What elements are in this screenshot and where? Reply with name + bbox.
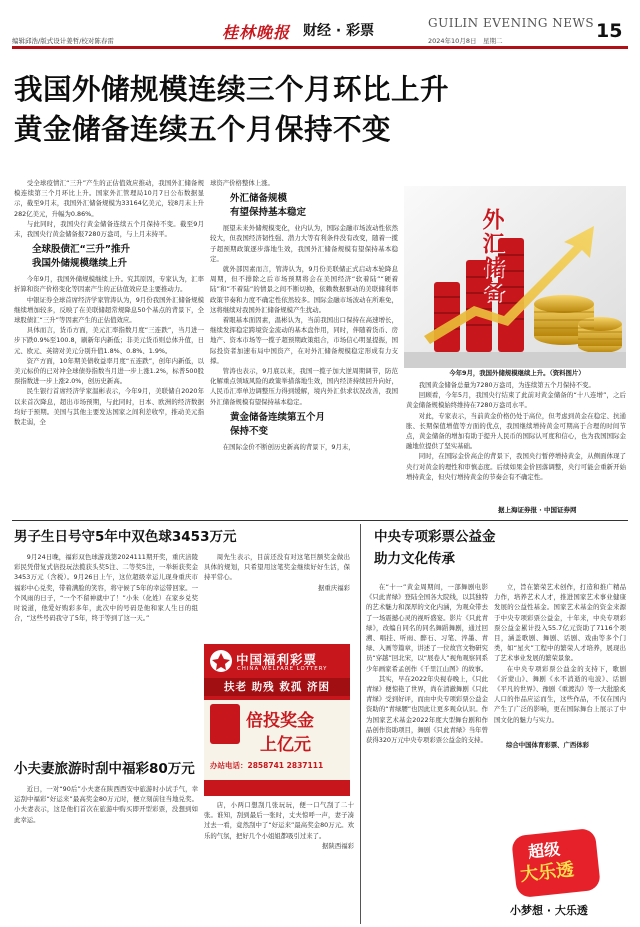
article1-col2-body4: 管涛也表示，9月底以来，我国一揽子加大逆周期调节，防范化解重点领域风险的政策举措落地生效，国内经济持续回升向好，人民币汇率单边调整压力得到缓解，境内外汇供求状况改善，我国外汇储备规模有望保持基本稳定。 (210, 367, 398, 406)
super-lotto-line2: 大乐透 (519, 859, 576, 886)
article4-headline-line1: 中央专项彩票公益金 (374, 529, 496, 545)
article1-col3-body1: 我国黄金储备总量为7280万盎司，为连续第五个月保持不变。 (418, 381, 595, 389)
article4-col1-text: 在“十一”黄金周期间，一部舞剧电影《只此青绿》登陆全国各大院线，以其独特的艺术魅力和深厚的文化内涵，为观众带去了一场震撼心灵的视听盛宴。影片《只此青绿》，改编自同名的同名舞蹈舞剧，通过回溯、唱挂、听雨、醉石、习笔、淬墨、青绿、入画等篇章，讲述了一位故宫文物研究员“穿越”回北宋，以“展卷人”视角观察同系少年画家希孟创作《千里江山图》的故事。 (366, 583, 488, 673)
article4-col3-text2: 在中央专项彩票公益金的支持下，歌剧《沂蒙山》、舞剧《永不消逝的电波》、话剧《平凡的世界》、豫剧《重渡沟》等一大批脍炙人口的作品应运而生，这些作品，不仅在国内产生了广泛的影响，更在国际舞台上展示了中国文化的魅力与实力。 (494, 664, 626, 724)
main-headline-line1: 我国外储规模连续三个月环比上升 (14, 73, 450, 106)
article1-col2-top: 球资产价格整体上涨。 (210, 179, 274, 187)
newspaper-logo: 桂林晚报 (222, 23, 291, 42)
ad-promo-line2: 上亿元 (260, 735, 311, 755)
article1-body4: 资产方面，10年期美债收益率月度“五连跌”，创年内新低，以美元标价的已对冲全球债券指数当月进一步上涨1.2%，标普500股票指数进一步上涨2.0%，创历史新高。 (14, 356, 204, 386)
section-divider (12, 520, 628, 521)
main-headline (14, 70, 626, 150)
article1-subhead2-line1: 外汇储备规模 (230, 193, 288, 205)
forex-reserve-illustration (404, 186, 626, 368)
article1-col2-body2: 就外部因素而言，管涛认为，9月份美联储正式启动本轮降息周期，但不排除之后市场预期将会在美国经济“软着陆”“硬着陆”和“不着陆”的情景之间不断切换，依赖数据驱动的美联储利率政策节奏和力度不确定性依然较多。国际金融市场波动在所难免，这将继续对我国外汇储备规模产生扰动。 (210, 265, 398, 314)
article2-headline: 男子生日号守5年中双色球3453万元 (14, 529, 237, 545)
article4-credit: 综合中国体育彩票、广西体彩 (506, 741, 590, 749)
forex-reserve-photo (404, 186, 626, 368)
ad-phone: 办站电话：2858741 2837111 (210, 761, 324, 770)
article1-subhead2-line2: 有望保持基本稳定 (230, 207, 307, 219)
article2-column2 (204, 552, 350, 632)
header-rule (12, 46, 628, 49)
ad-promo-line1: 倍投奖金 (246, 711, 314, 731)
article1-col3-body4: 同时，在国际金价高企的背景下，我国央行暂停增持黄金，从侧面体现了央行对黄金的理性和审慎态度。后续如果金价回落调整，央行可能会重新开始增持黄金，但央行增持黄金的节奏会有不确定性。 (406, 452, 626, 481)
article1-body2: 中银证券全球首席经济学家管涛认为，9月份我国外汇储备规模继续增加较多，反映了在美联储超常规降息50个基点的背景下，全球股债汇“三升”等因素产生的正估值效应。 (14, 295, 204, 325)
article4-col3-text: 立，旨在繁荣艺术创作，打造和推广精品力作，培养艺术人才，推进国家艺术事业健康发展的公益性基金。国家艺术基金的资金来源于中央专项彩票公益金，十年来，中央专项彩票公益金累计投入55.7亿元资助了7116个项目，涵盖歌剧、舞剧、话剧、戏曲等多个门类，如“星火”工程中的繁荣人才培养，展现出了艺术事业发展的繁荣景象。 (494, 583, 626, 663)
newspaper-english-name: GUILIN EVENING NEWS (428, 16, 595, 30)
super-lotto-logo (488, 832, 628, 924)
article1-subhead1-line1: 全球股债汇“三升”推升 (32, 244, 130, 256)
page-number: 15 (596, 20, 623, 42)
super-lotto-line1: 超级 (527, 839, 562, 862)
section-title: 财经 · 彩票 (303, 23, 375, 39)
article2-col1-text: 9月24日晚，福彩双色球游戏第2024111期开奖，重庆涪陵彩民凭借复式倍投玩法揽获头奖5注、二等奖5注，一举斩获奖金3453万元（含税）。9月26日上午，这位超级幸运儿现身重庆市福彩中心兑奖，带着满脸的笑容，将守候了5年的幸运带回家。一个风雨的日子，“一个不留神就中了！”小朱（化姓）在家乡兑奖时说道，他爱好购彩多年，此次中的号码是他和家人生日的组合，“这些号码我守了5年，终于等到了这一天。” (14, 553, 198, 623)
photo-caption: 今年9月，我国外储规模继续上升。（资料图片） (449, 369, 585, 377)
article1-body5: 民生银行首席经济学家温彬表示，今年9月，美联储自2020年以来首次降息，超出市场预期，与此同时，日本、欧洲的经济数据均好于预期。美国与其他主要发达国家之间利差收窄，推动美元指数走弱，全 (14, 387, 204, 427)
header-editor-credits: 编辑邱浩/版式设计姜哲/校对陈春雷 (12, 37, 114, 45)
article2-col2-text: 周先生表示，目前还没有对这笔巨额奖金做出具体的规划，只希望用这笔奖金继续好好生活，保持平常心。 (204, 553, 350, 582)
article3-column1 (14, 784, 198, 924)
article1-body3: 具体而言，货币方面，美元汇率指数月度“三连跌”，当月进一步下跌0.9%至100.8，刷新年内新低；非美元货币则总体升值，日元、欧元、英镑对美元分别升值1.8%、0.8%、1.9%。 (14, 326, 204, 355)
article4-col2-text: 其实，早在2022年央视春晚上，《只此青绿》便惊艳了世界，尚在清澈舞剧《只此青绿》受到好评，而由中央专项彩票公益金资助的“青绿腰”也因此让更多观众认识。作为国家艺术基金2022年度大型舞台剧和作品创作资助项目，舞剧《只此青绿》当年曾获得320万元中央专项彩票公益金的支持。 (366, 674, 488, 745)
article1-intro: 受全球疫情汇“三升”产生的正估值效应推动，我国外汇储备规模连续第三个月环比上升。国家外汇管理局10月7日公布数据显示，截至9月末，我国外汇储备规模为33164亿美元，较8月末上升282亿美元，升幅为0.86%。 (14, 179, 204, 218)
article1-col2-body3: 着眼基本面因素，温彬认为，当前我国出口保持在高速增长，继续发挥稳定跨境资金流动的基本盘作用，同时，伴随着货币、房地产、资本市场等一揽子超预期政策组合，市场信心明显提振，国际投资者加速布局中国资产，在对外汇储备规模稳定形成有力支撑。 (210, 316, 398, 365)
article1-column2 (210, 178, 398, 516)
article4-column2 (494, 582, 626, 738)
article1-body1: 今年9月，我国外储规模继续上升。究其原因，专家认为，汇率折算和资产价格变化等因素产生的正估值效应是主要推动力。 (14, 275, 204, 294)
lottery-ticket-icon (210, 704, 240, 744)
photo-label: 外汇储备 (479, 208, 504, 304)
main-headline-line2: 黄金储备连续五个月保持不变 (14, 113, 392, 146)
article3-col2-text: 店，小两口想刮几张玩玩，便一口气刮了二十张。谁知，刮到最后一张时，丈夫惊呼一声，妻子凑过去一看，竟然刮中了“好运来”最高奖金80万元。欢乐的气氛，把好几个小姐姐都吸引过来了。 (204, 801, 354, 840)
article3-col1-text: 近日，一对“90后”小夫妻在陕西西安中旅游时小试手气，幸运刮中福彩“好运来”最高奖金80万元时，便立刻前往当地兑奖。小夫妻表示，这是他们首次在旅游中购买即开型彩票，没想到如此幸运。 (14, 785, 198, 824)
article1-col3-body2: 回顾看，今年5月，我国央行结束了此前对黄金储备的“十八连增”，之后黄金储备规模始终维持在7280万盎司水平。 (406, 391, 626, 410)
ad-subtitle: CHINA WELFARE LOTTERY (237, 666, 328, 672)
ad-slogan: 扶老 助残 救孤 济困 (204, 678, 350, 696)
article1-col2-body5: 在国际金价不断创历史新高的背景下，9月末， (222, 442, 355, 451)
article1-subhead3-line1: 黄金储备连续第五个月 (230, 411, 326, 423)
article1-subhead3-line2: 保持不变 (230, 425, 269, 437)
super-lotto-slogan: 小梦想 · 大乐透 (510, 904, 588, 917)
article3-column2 (204, 800, 354, 924)
article1-column3 (406, 380, 626, 504)
article1-column1 (14, 178, 204, 516)
article1-intro2: 与此同时，我国央行黄金储备连续五个月保持不变。截至9月末，我国央行黄金储备报7280万盎司，与上月末持平。 (14, 219, 204, 239)
column-divider (360, 524, 361, 924)
article3-headline: 小夫妻旅游时刮中福彩80万元 (14, 761, 195, 777)
article1-credit: 据上海证券报 · 中国证券网 (498, 506, 577, 514)
article2-column1 (14, 552, 198, 754)
article1-subhead1-line2: 我国外储规模继续上升 (32, 258, 128, 270)
issue-date: 2024年10月8日 星期二 (428, 37, 503, 45)
article3-credit: 据陕西福彩 (322, 841, 354, 850)
article4-column1 (366, 582, 488, 924)
welfare-lottery-emblem-icon (210, 650, 232, 672)
article4-headline (374, 526, 626, 570)
article4-headline-line2: 助力文化传承 (374, 551, 455, 567)
ad-title: 中国福利彩票 (236, 652, 318, 667)
article1-col2-body1: 展望未来外储规模变化，业内认为，国际金融市场波动性依然较大，但我国经济韧性强、潜力大等有利条件没有改变，随着一揽子超预期政策逐步落地生效，我国外汇储备规模有望保持基本稳定。 (210, 224, 398, 263)
article2-credit: 据重庆福彩 (318, 583, 350, 592)
article1-col3-body3: 对此，专家表示，当前黄金价格仍处于高位，但考虑到黄金在稳定、抗通胀、长期保值增值等方面的优点，我国继续增持黄金可期高于合理的时间节点，黄金储备的增加有助于提升人民币的国际认可度和信心，也为我国国际金融地位提供了坚实基础。 (406, 411, 626, 451)
